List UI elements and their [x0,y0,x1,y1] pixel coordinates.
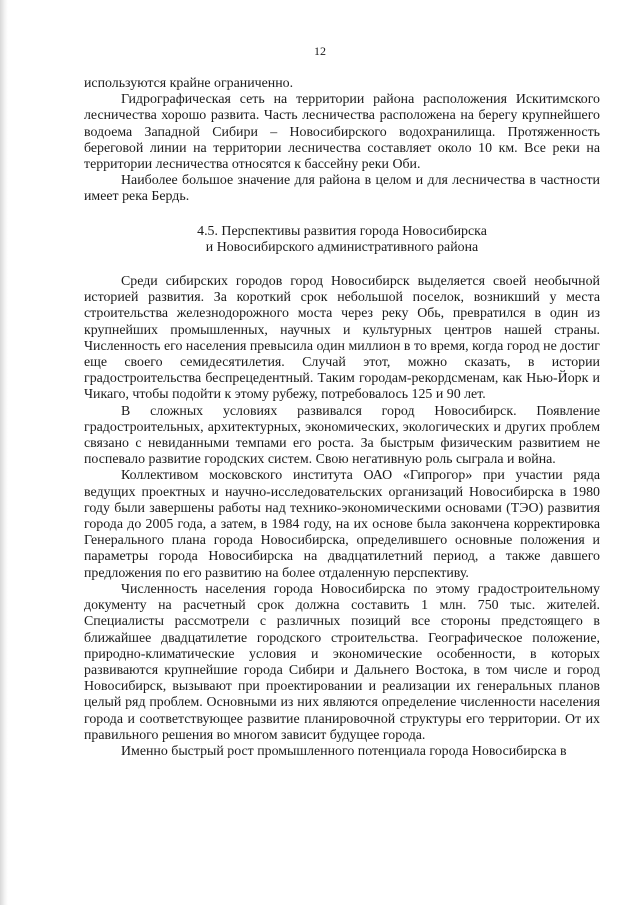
paragraph: используются крайне ограниченно. [84,76,294,91]
paragraph: Гидрографическая сеть на территории района расположения Искитимского лесничества хорошо развита. Часть лесничества расположена на берегу крупнейшего водоема Западной Сибири – Новосибирского водохранилища. Протяженность береговой линии на территории лесничества составляет около 10 км. Все реки на территории лесничества относятся к бассейну реки Оби. [84,92,600,173]
page-number: 12 [314,44,326,58]
section-heading-line-1: 4.5. Перспективы развития города Новосибирска [197,223,487,239]
paragraph: Именно быстрый рост промышленного потенциала города Новосибирска в [121,743,567,759]
section-heading [84,224,600,256]
paragraph: Наиболее большое значение для района в целом и для лесничества в частности имеет река Бердь. [84,173,600,205]
paragraph: В сложных условиях развивался город Новосибирск. Появление градостроительных, архитектурных, экономических, экологических и других проблем связано с невиданными темпами его роста. За быстрым физическим развитием не поспевало развитие городских систем. Свою негативную роль сыграла и война. [84,403,600,468]
paragraph: Коллективом московского института ОАО «Гипрогор» при участии ряда ведущих проектных и научно-исследовательских организаций Новосибирска в 1980 году были завершены работы над технико-экономическими основами (ТЭО) развития города до 2005 года, а затем, в 1984 году, на их основе была закончена корректировка Генерального плана города Новосибирска, определившего основные положения и параметры города Новосибирска на двадцатилетний период, а также давшего предложения по его развитию на более отдаленную перспективу. [84,468,600,581]
paragraph: Среди сибирских городов город Новосибирск выделяется своей необычной историей развития. За короткий срок небольшой поселок, возникший у места строительства железнодорожного моста через реку Обь, превратился в один из крупнейших промышленных, научных и культурных центров нашей страны. Численность его населения превысила один миллион в то время, когда город не достиг еще своего семидесятилетия. Случай этот, можно сказать, в истории градостроительства беспрецедентный. Таким городам-рекордсменам, как Нью-Йорк и Чикаго, чтобы подойти к этому рубежу, потребовалось 125 и 90 лет. [84,274,600,403]
document-body [84,76,600,760]
scan-edge-shadow [0,0,8,905]
section-heading-line-2: и Новосибирского административного района [205,239,479,255]
paragraph: Численность населения города Новосибирска по этому градостроительному документу на расчетный срок должна составить 1 млн. 750 тыс. жителей. Специалисты рассмотрели с различных позиций все стороны предстоящего в ближайшее двадцатилетие городского строительства. Географическое положение, природно-климатические условия и экономические особенности, в которых развиваются крупнейшие города Сибири и Дальнего Востока, в том числе и город Новосибирск, вызывают при проектировании и реализации их генеральных планов целый ряд проблем. Основными из них являются определение численности населения города и соответствующее развитие планировочной структуры его территории. От их правильного решения во многом зависит будущее города. [84,581,600,743]
